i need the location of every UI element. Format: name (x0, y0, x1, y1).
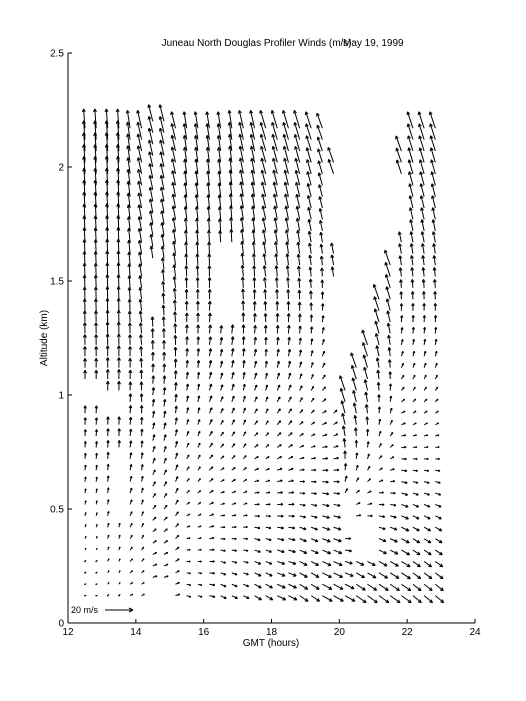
wind-vector-dot (118, 595, 120, 597)
x-tick-label: 24 (469, 627, 481, 638)
wind-vector (435, 596, 443, 603)
wind-vector (435, 584, 443, 590)
wind-vector (379, 596, 389, 603)
wind-vector-dot (84, 572, 86, 574)
reference-vector-key (71, 605, 133, 615)
x-tick-label: 20 (333, 627, 345, 638)
x-axis-label: GMT (hours) (242, 638, 300, 649)
wind-vector-head (200, 561, 201, 562)
x-tick-label: 14 (130, 627, 142, 638)
wind-vector (390, 596, 400, 603)
wind-vector (401, 584, 410, 590)
wind-vector (424, 596, 432, 603)
wind-vectors (82, 105, 443, 603)
x-tick-label: 22 (401, 627, 413, 638)
wind-vector-dot (84, 595, 86, 597)
chart-date: May 19, 1999 (343, 38, 404, 49)
wind-vector-dot (84, 561, 86, 563)
y-tick-label: 0.5 (50, 504, 64, 516)
y-axis-label: Altitude (km) (39, 309, 50, 367)
wind-vector-head (189, 561, 190, 562)
reference-vector-label: 20 m/s (71, 605, 99, 615)
wind-vector (424, 584, 432, 590)
y-tick-label: 1 (58, 390, 64, 402)
wind-vector (401, 596, 411, 603)
wind-vector-dot (95, 572, 97, 574)
wind-vector (356, 596, 366, 603)
y-tick-label: 1.5 (50, 276, 64, 288)
wind-vector-head (200, 549, 201, 550)
wind-vector (367, 596, 377, 603)
y-tick-label: 0 (58, 618, 64, 630)
x-tick-label: 12 (62, 627, 74, 638)
chart-title: Juneau North Douglas Profiler Winds (m/s): (161, 38, 355, 49)
wind-vector (340, 376, 345, 391)
plot-axes (68, 53, 475, 623)
wind-vector-dot (95, 561, 97, 563)
wind-vector-dot (95, 583, 97, 585)
wind-vector (390, 584, 399, 590)
wind-vector (413, 584, 421, 590)
wind-vector (413, 596, 421, 603)
y-tick-label: 2 (58, 162, 64, 174)
wind-vector-head (189, 549, 190, 550)
wind-vector (379, 584, 388, 590)
x-tick-label: 16 (198, 627, 210, 638)
wind-vector-dot (84, 583, 86, 585)
x-tick-label: 18 (265, 627, 278, 638)
wind-vector-dot (107, 595, 109, 597)
y-tick-label: 2.5 (50, 48, 64, 60)
wind-vector-dot (95, 595, 97, 597)
